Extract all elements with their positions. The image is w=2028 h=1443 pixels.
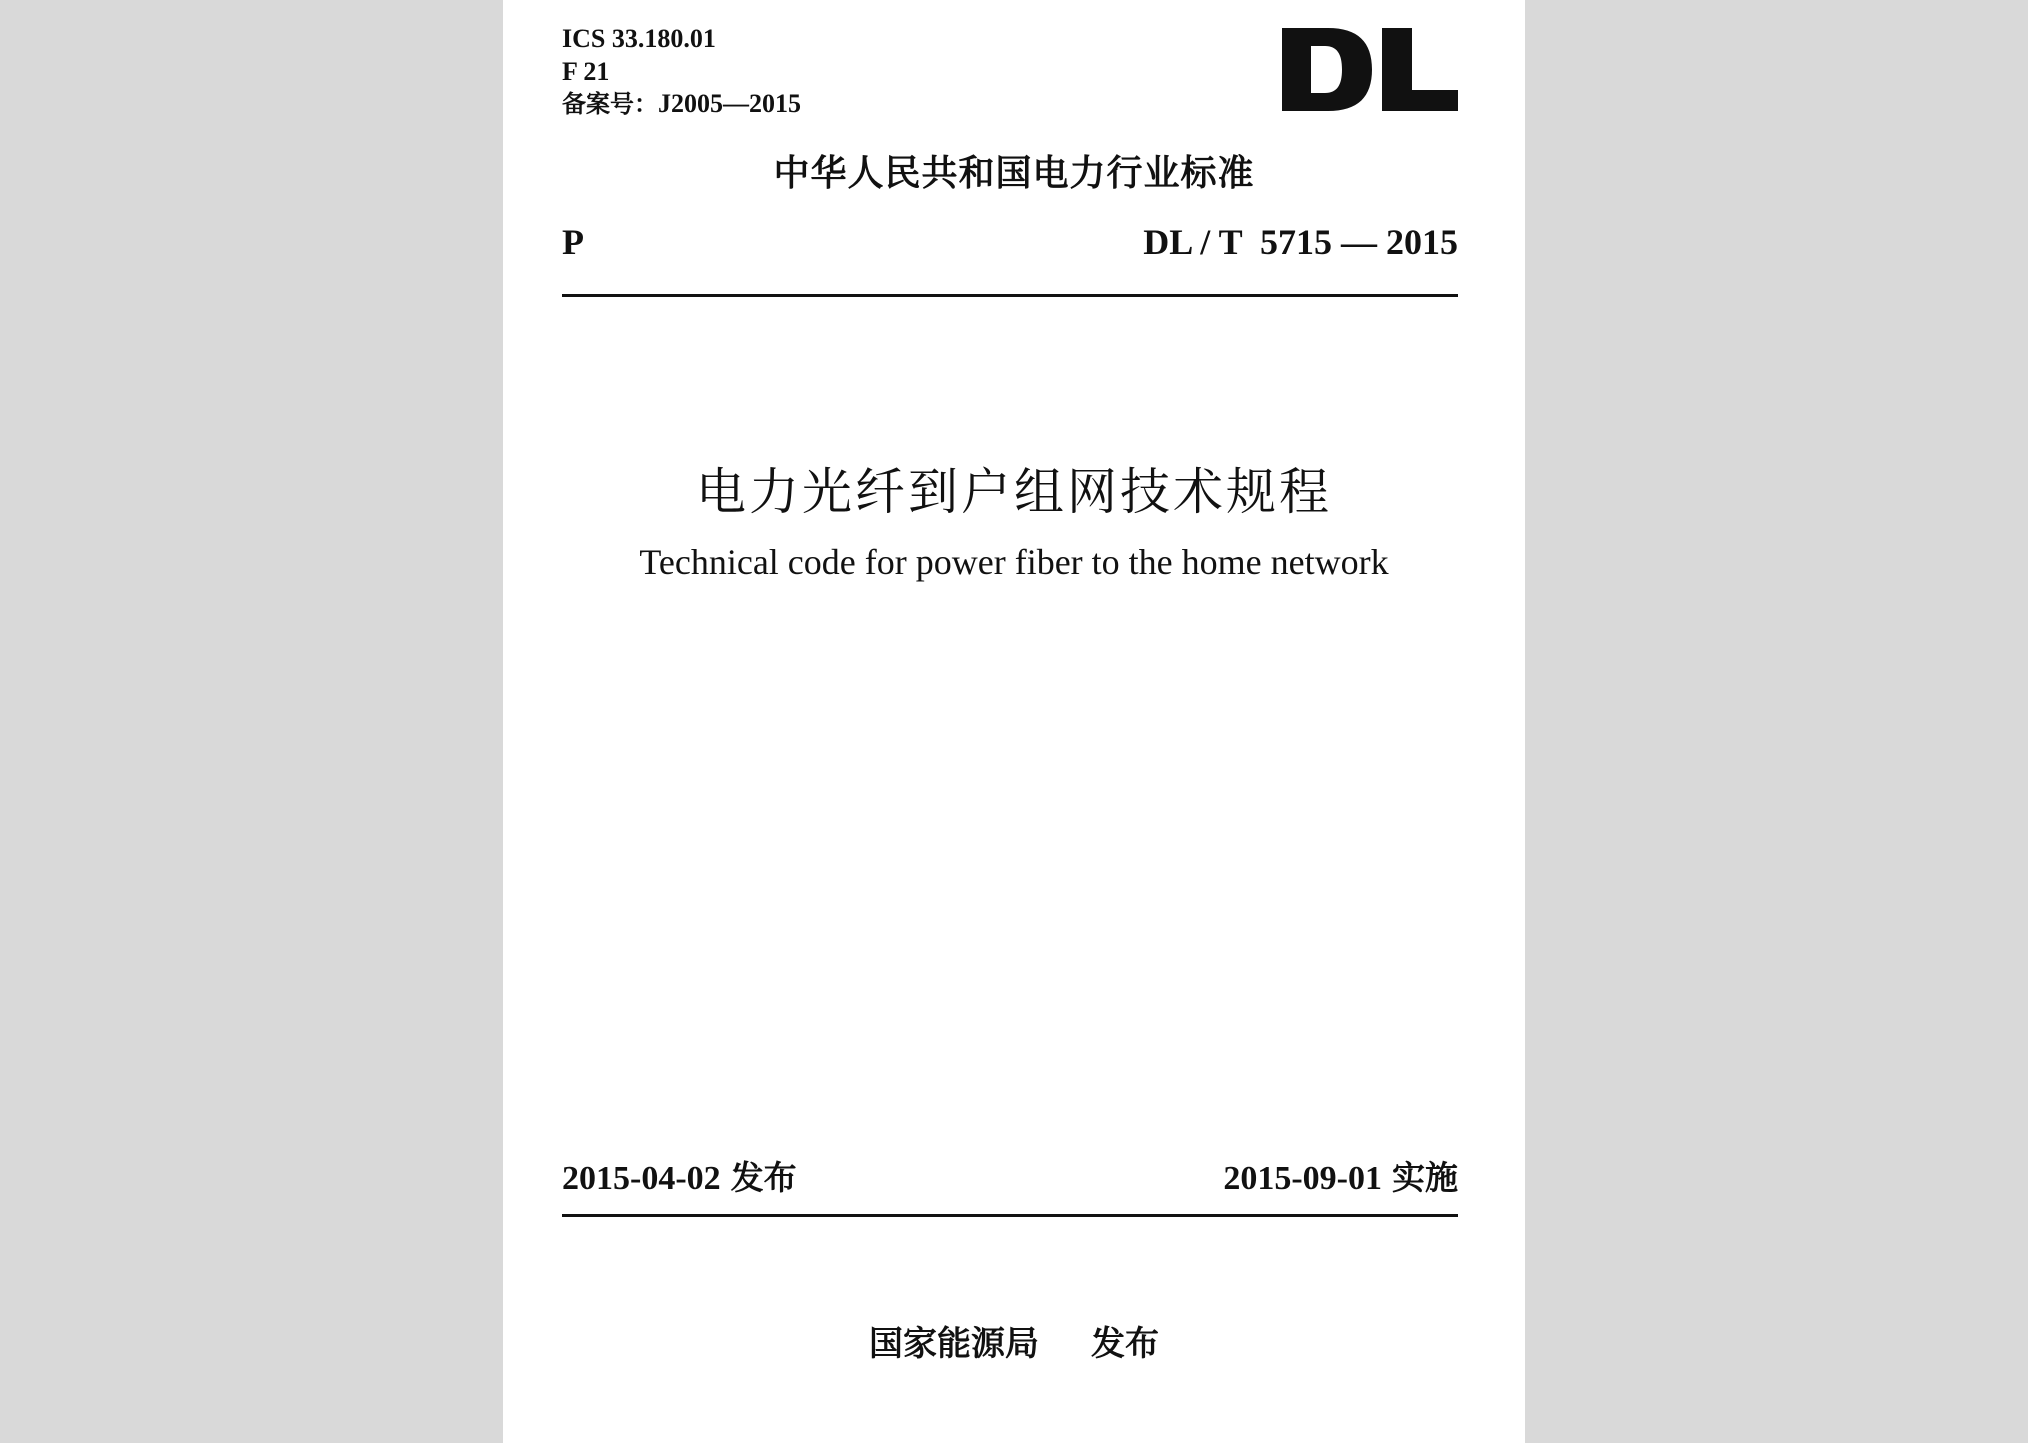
category-code: P [562,222,584,262]
implementation-date: 2015-09-01 [1223,1160,1382,1197]
publisher-label: 发布 [1091,1324,1159,1364]
classification-code: F 21 [562,57,610,86]
filing-number-line [562,89,801,119]
filing-number: J2005—2015 [658,89,801,118]
document-title-chinese: 电力光纤到户组网技术规程 [696,463,1332,521]
filing-label: 备案号： [562,90,658,118]
ics-code: ICS 33.180.01 [562,24,716,53]
publisher-name: 国家能源局 [869,1324,1039,1364]
release-date: 2015-04-02 [562,1160,721,1197]
release-label: 发布 [730,1158,797,1197]
document-cover-page [503,0,1525,1443]
standard-number: DL / T 5715 — 2015 [1143,222,1458,262]
industry-standard-title: 中华人民共和国电力行业标准 [773,153,1255,194]
publisher-line [503,1316,1525,1365]
header-divider [562,294,1458,297]
release-date-line [562,1156,797,1201]
dl-logo [1282,28,1458,111]
footer-divider [562,1214,1458,1217]
document-title-english: Technical code for power fiber to the home network [639,542,1389,582]
implementation-date-line [1223,1156,1458,1201]
implementation-label: 实施 [1392,1158,1458,1197]
